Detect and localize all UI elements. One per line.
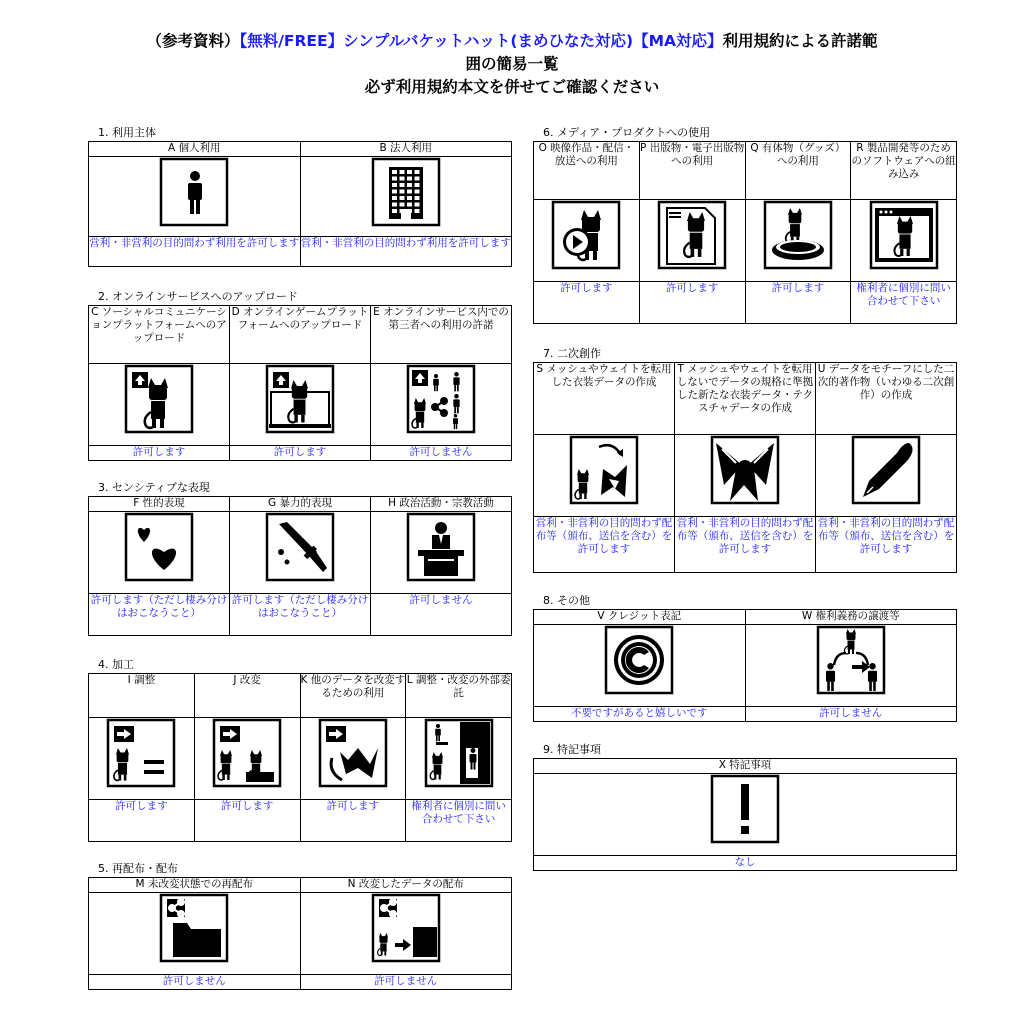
item-label: I 調整 xyxy=(89,674,195,718)
license-table xyxy=(88,141,512,267)
item-icon-cell xyxy=(230,512,371,594)
item-label: D オンラインゲームプラットフォームへのアップロード xyxy=(230,306,371,364)
license-table xyxy=(88,496,512,636)
item-answer: 許可します xyxy=(300,800,406,842)
section-sensitive-expression xyxy=(88,481,512,636)
knife-icon xyxy=(265,512,335,582)
item-answer: 許可します xyxy=(534,282,640,324)
item-label: M 未改変状態での再配布 xyxy=(89,878,301,893)
section-title: 7. 二次創作 xyxy=(543,347,601,360)
item-label: W 権利義務の譲渡等 xyxy=(745,610,957,625)
item-icon-cell xyxy=(89,893,301,975)
item-icon-cell xyxy=(194,718,300,800)
item-answer: 許可します（ただし棲み分けはおこなうこと） xyxy=(89,594,230,636)
game-upload-icon xyxy=(265,364,335,434)
item-label: N 改変したデータの配布 xyxy=(300,878,512,893)
header-line-1 xyxy=(0,30,1024,53)
item-label: K 他のデータを改変するための利用 xyxy=(300,674,406,718)
header-suffix: 利用規約による許諾範 xyxy=(722,32,878,50)
item-answer: 権利者に個別に問い合わせて下さい xyxy=(851,282,957,324)
header-line-3: 必ず利用規約本文を併せてご確認ください xyxy=(364,78,660,96)
item-label: U データをモチーフにした二次的著作物（いわゆる二次創作）の作成 xyxy=(816,363,957,435)
item-icon-cell xyxy=(534,625,746,707)
item-answer: 許可します xyxy=(639,282,745,324)
item-label: P 出版物・電子出版物への利用 xyxy=(639,142,745,200)
redistribute-icon xyxy=(159,893,229,963)
building-icon xyxy=(371,157,441,227)
item-answer: なし xyxy=(534,856,957,871)
section-special-notes xyxy=(533,743,957,871)
page-header xyxy=(0,30,1024,99)
section-title: 6. メディア・プロダクトへの使用 xyxy=(543,126,711,139)
section-title: 1. 利用主体 xyxy=(98,126,156,139)
item-icon-cell xyxy=(300,157,512,237)
section-media-products xyxy=(533,126,957,324)
social-upload-icon xyxy=(124,364,194,434)
item-icon-cell xyxy=(371,364,512,446)
video-icon xyxy=(551,200,621,270)
item-answer: 許可しません xyxy=(89,975,301,990)
transfer-rights-icon xyxy=(816,625,886,695)
item-label: J 改変 xyxy=(194,674,300,718)
item-answer: 許可します xyxy=(89,800,195,842)
item-answer: 許可しません xyxy=(300,975,512,990)
item-answer: 営利・非営利の目的問わず配布等（頒布、送信を含む）を許可します xyxy=(534,517,675,573)
hearts-icon xyxy=(124,512,194,582)
item-label: G 暴力的表現 xyxy=(230,497,371,512)
item-label: B 法人利用 xyxy=(300,142,512,157)
item-icon-cell xyxy=(675,435,816,517)
item-icon-cell xyxy=(89,364,230,446)
header-prefix: （参考資料） xyxy=(146,32,240,50)
item-answer: 営利・非営利の目的問わず利用を許可します xyxy=(300,237,512,267)
license-table xyxy=(533,758,957,871)
section-processing xyxy=(88,658,512,842)
software-icon xyxy=(869,200,939,270)
third-party-share-icon xyxy=(406,364,476,434)
header-product-name: 【無料/FREE】シンプルバケットハット(まめひなた対応)【MA対応】 xyxy=(239,32,723,50)
section-title: 9. 特記事項 xyxy=(543,743,601,756)
section-title: 3. センシティブな表現 xyxy=(98,481,210,494)
item-answer: 権利者に個別に問い合わせて下さい xyxy=(406,800,512,842)
item-answer: 許可しません xyxy=(371,446,512,461)
item-icon-cell xyxy=(230,364,371,446)
item-label: L 調整・改変の外部委託 xyxy=(406,674,512,718)
modify-other-icon xyxy=(318,718,388,788)
item-icon-cell xyxy=(639,200,745,282)
item-answer: 不要ですがあると嬉しいです xyxy=(534,707,746,722)
item-label: Q 有体物（グッズ）への利用 xyxy=(745,142,851,200)
item-icon-cell xyxy=(816,435,957,517)
item-icon-cell xyxy=(745,625,957,707)
item-icon-cell xyxy=(300,893,512,975)
item-label: C ソーシャルコミュニケーションプラットフォームへのアップロード xyxy=(89,306,230,364)
distribute-modified-icon xyxy=(371,893,441,963)
outsource-icon xyxy=(424,718,494,788)
goods-icon xyxy=(763,200,833,270)
item-answer: 営利・非営利の目的問わず配布等（頒布、送信を含む）を許可します xyxy=(816,517,957,573)
license-table xyxy=(88,673,512,842)
item-answer: 営利・非営利の目的問わず利用を許可します xyxy=(89,237,301,267)
item-icon-cell xyxy=(745,200,851,282)
section-title: 8. その他 xyxy=(543,594,590,607)
item-icon-cell xyxy=(371,512,512,594)
podium-icon xyxy=(406,512,476,582)
item-label: R 製品開発等のためのソフトウェアへの組み込み xyxy=(851,142,957,200)
adjust-icon xyxy=(106,718,176,788)
item-icon-cell xyxy=(851,200,957,282)
item-icon-cell xyxy=(406,718,512,800)
item-answer: 許可します xyxy=(745,282,851,324)
section-redistribution xyxy=(88,862,512,990)
license-table xyxy=(533,362,957,573)
item-icon-cell xyxy=(534,435,675,517)
section-other xyxy=(533,594,957,722)
pen-nib-icon xyxy=(851,435,921,505)
header-line-2: 囲の簡易一覧 xyxy=(465,55,559,73)
person-icon xyxy=(159,157,229,227)
item-answer: 営利・非営利の目的問わず配布等（頒布、送信を含む）を許可します xyxy=(675,517,816,573)
item-label: V クレジット表記 xyxy=(534,610,746,625)
item-answer: 許可します xyxy=(230,446,371,461)
mesh-transfer-icon xyxy=(569,435,639,505)
ribbon-icon xyxy=(710,435,780,505)
item-answer: 許可します（ただし棲み分けはおこなうこと） xyxy=(230,594,371,636)
item-label: S メッシュやウェイトを転用した衣装データの作成 xyxy=(534,363,675,435)
license-table xyxy=(533,609,957,722)
item-icon-cell xyxy=(89,512,230,594)
item-label: A 個人利用 xyxy=(89,142,301,157)
item-icon-cell xyxy=(89,157,301,237)
license-table xyxy=(88,305,512,461)
license-table xyxy=(88,877,512,990)
license-table xyxy=(533,141,957,324)
item-label: X 特記事項 xyxy=(534,759,957,774)
item-label: O 映像作品・配信・放送への利用 xyxy=(534,142,640,200)
copyright-icon xyxy=(604,625,674,695)
item-answer: 許可しません xyxy=(371,594,512,636)
section-derivative-works xyxy=(533,347,957,573)
item-answer: 許可しません xyxy=(745,707,957,722)
item-answer: 許可します xyxy=(194,800,300,842)
section-title: 4. 加工 xyxy=(98,658,134,671)
item-label: T メッシュやウェイトを転用しないでデータの規格に準拠した新たな衣装データ・テクスチャデータの作成 xyxy=(675,363,816,435)
item-icon-cell xyxy=(89,718,195,800)
section-online-upload xyxy=(88,290,512,461)
item-label: F 性的表現 xyxy=(89,497,230,512)
item-icon-cell xyxy=(534,774,957,856)
item-icon-cell xyxy=(534,200,640,282)
publication-icon xyxy=(657,200,727,270)
exclamation-icon xyxy=(710,774,780,844)
modify-icon xyxy=(212,718,282,788)
section-usage-subject xyxy=(88,126,512,267)
item-answer: 許可します xyxy=(89,446,230,461)
section-title: 2. オンラインサービスへのアップロード xyxy=(98,290,298,303)
item-icon-cell xyxy=(300,718,406,800)
item-label: H 政治活動・宗教活動 xyxy=(371,497,512,512)
section-title: 5. 再配布・配布 xyxy=(98,862,178,875)
item-label: E オンラインサービス内での第三者への利用の許諾 xyxy=(371,306,512,364)
